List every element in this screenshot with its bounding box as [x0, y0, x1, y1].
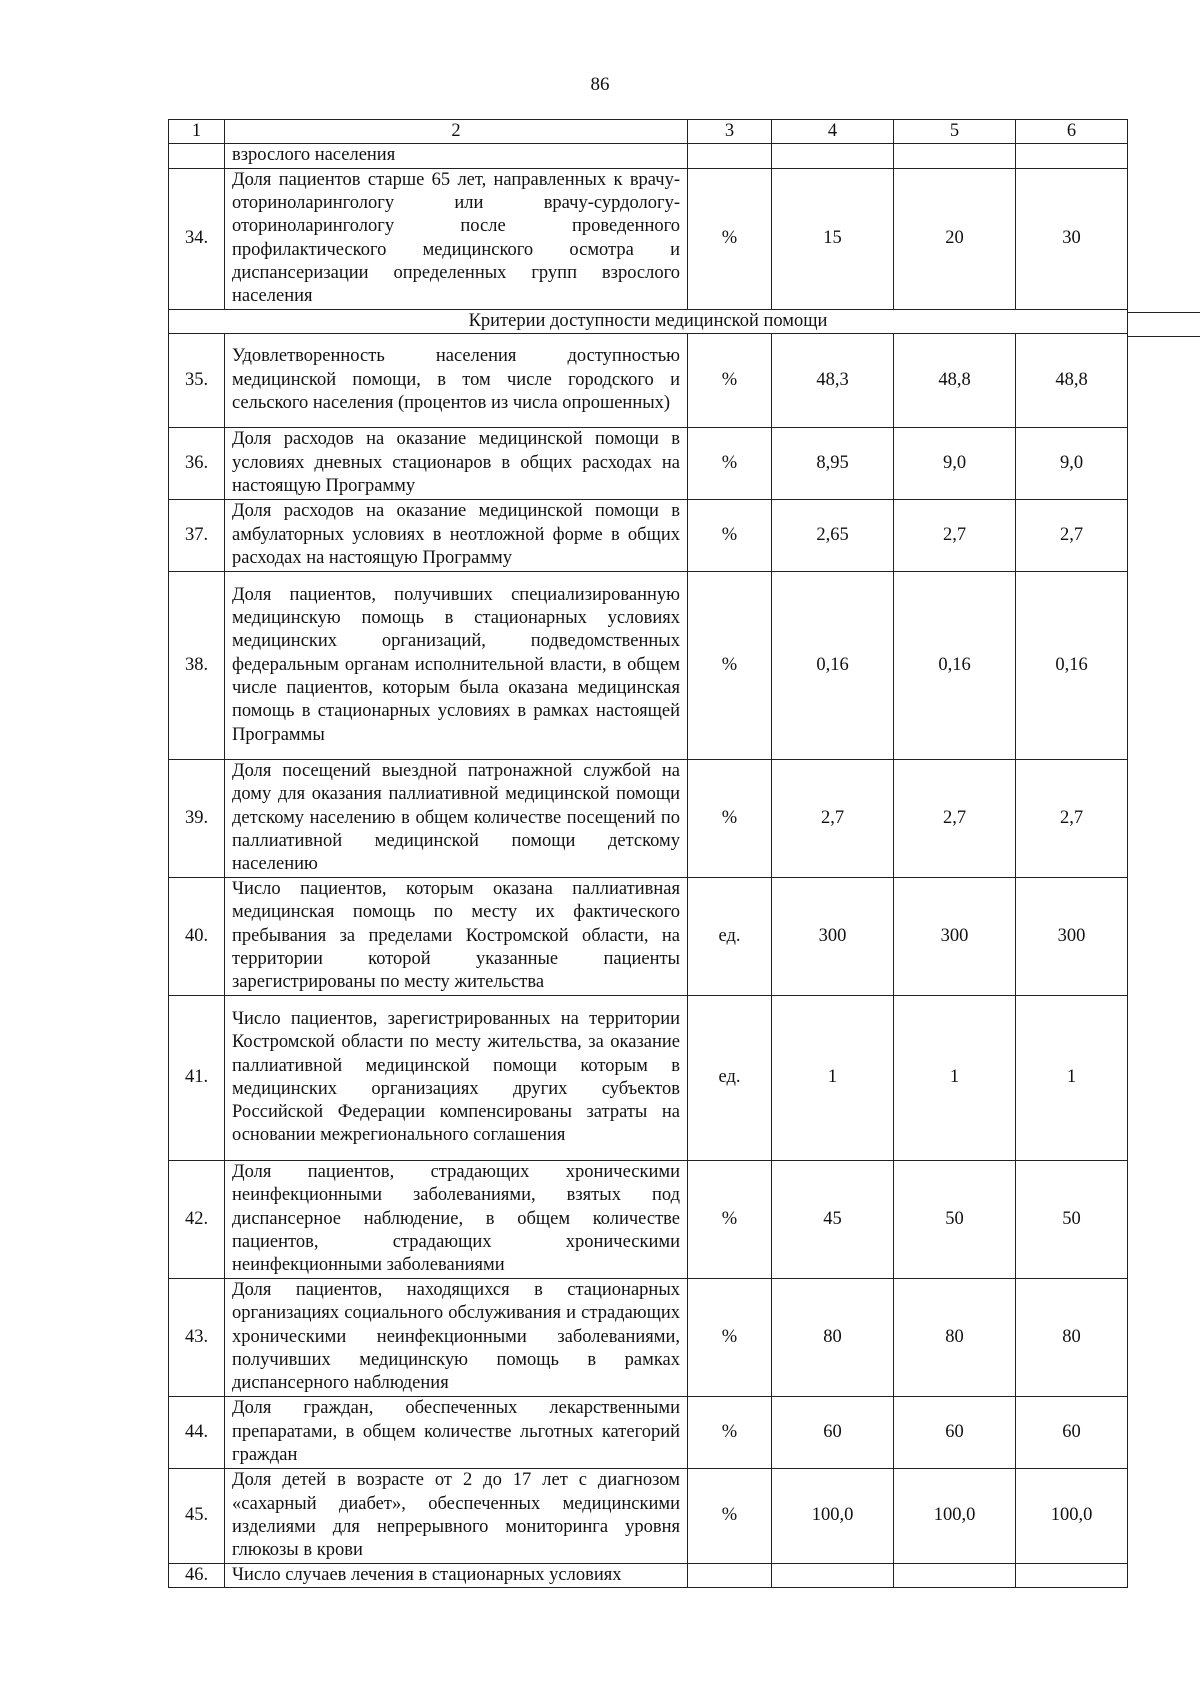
table-row — [169, 1278, 1128, 1396]
row-number: 39. — [169, 759, 225, 877]
row-indicator: Доля пациентов, получивших специализированную медицинскую помощь в стационарных условиях медицинских организаций, подведомственных федеральным органам исполнительной власти, в общем числе пациентов, которым была оказана медицинская помощь в стационарных условиях в рамках настоящей Программы — [225, 571, 688, 759]
row-number: 46. — [169, 1563, 225, 1587]
row-value-3: 1 — [1016, 995, 1128, 1160]
row-unit: % — [688, 1396, 772, 1468]
row-value-3: 2,7 — [1016, 759, 1128, 877]
row-unit: % — [688, 499, 772, 571]
row-value-2: 9,0 — [894, 427, 1016, 499]
row-unit: % — [688, 168, 772, 309]
row-value-3: 9,0 — [1016, 427, 1128, 499]
row-value-1: 0,16 — [772, 571, 894, 759]
row-value-3: 30 — [1016, 168, 1128, 309]
row-unit: ед. — [688, 995, 772, 1160]
row-value-1: 100,0 — [772, 1468, 894, 1563]
header-row — [169, 120, 1128, 144]
indicators-table — [168, 119, 1128, 1588]
table-row — [169, 427, 1128, 499]
row-value-3 — [1016, 144, 1128, 168]
row-value-3: 60 — [1016, 1396, 1128, 1468]
row-value-2: 300 — [894, 877, 1016, 995]
table-row — [169, 995, 1128, 1160]
row-value-3 — [1016, 1563, 1128, 1587]
row-number: 40. — [169, 877, 225, 995]
row-unit — [688, 1563, 772, 1587]
row-number: 37. — [169, 499, 225, 571]
row-unit: % — [688, 1468, 772, 1563]
row-indicator: Доля пациентов старше 65 лет, направленных к врачу-оториноларингологу или врачу-сурдологу-оториноларингологу после проведенного профилактического медицинского осмотра и диспансеризации определенных групп взрослого населения — [225, 168, 688, 309]
row-number: 36. — [169, 427, 225, 499]
row-number: 43. — [169, 1278, 225, 1396]
col-header-2: 2 — [225, 120, 688, 144]
col-header-4: 4 — [772, 120, 894, 144]
row-value-3: 2,7 — [1016, 499, 1128, 571]
col-header-1: 1 — [169, 120, 225, 144]
row-indicator: Доля пациентов, находящихся в стационарных организациях социального обслуживания и страдающих хроническими неинфекционными заболеваниями, получивших медицинскую помощь в рамках диспансерного наблюдения — [225, 1278, 688, 1396]
row-number: 41. — [169, 995, 225, 1160]
row-indicator: Доля детей в возрасте от 2 до 17 лет с диагнозом «сахарный диабет», обеспеченных медицинскими изделиями для непрерывного мониторинга уровня глюкозы в крови — [225, 1468, 688, 1563]
row-value-3: 80 — [1016, 1278, 1128, 1396]
section-heading: Критерии доступности медицинской помощи — [169, 309, 1128, 333]
row-unit: % — [688, 571, 772, 759]
row-value-1: 45 — [772, 1160, 894, 1278]
row-value-2: 80 — [894, 1278, 1016, 1396]
row-indicator: Число пациентов, зарегистрированных на территории Костромской области по месту жительства, за оказание паллиативной медицинской помощи которым в медицинских организациях других субъектов Российской Федерации компенсированы затраты на основании межрегионального соглашения — [225, 995, 688, 1160]
row-value-2: 2,7 — [894, 499, 1016, 571]
section-rule-top — [1127, 312, 1200, 313]
row-value-1: 60 — [772, 1396, 894, 1468]
row-value-1: 48,3 — [772, 333, 894, 427]
table-row — [169, 1563, 1128, 1587]
row-value-2 — [894, 144, 1016, 168]
row-value-1 — [772, 1563, 894, 1587]
row-indicator: Доля расходов на оказание медицинской помощи в условиях дневных стационаров в общих расходах на настоящую Программу — [225, 427, 688, 499]
row-value-3: 300 — [1016, 877, 1128, 995]
table-row — [169, 759, 1128, 877]
row-unit: % — [688, 759, 772, 877]
row-indicator: Удовлетворенность населения доступностью медицинской помощи, в том числе городского и сельского населения (процентов из числа опрошенных) — [225, 333, 688, 427]
col-header-3: 3 — [688, 120, 772, 144]
row-value-3: 50 — [1016, 1160, 1128, 1278]
table-row — [169, 877, 1128, 995]
table-row — [169, 1468, 1128, 1563]
row-unit: % — [688, 1278, 772, 1396]
table-row — [169, 571, 1128, 759]
row-indicator: Доля расходов на оказание медицинской помощи в амбулаторных условиях в неотложной форме в общих расходах на настоящую Программу — [225, 499, 688, 571]
row-value-2: 100,0 — [894, 1468, 1016, 1563]
table-row — [169, 333, 1128, 427]
row-value-2 — [894, 1563, 1016, 1587]
row-unit: % — [688, 1160, 772, 1278]
row-unit: % — [688, 333, 772, 427]
row-number: 34. — [169, 168, 225, 309]
row-value-3: 48,8 — [1016, 333, 1128, 427]
row-number — [169, 144, 225, 168]
row-indicator: Доля граждан, обеспеченных лекарственными препаратами, в общем количестве льготных категорий граждан — [225, 1396, 688, 1468]
row-number: 45. — [169, 1468, 225, 1563]
row-value-1: 15 — [772, 168, 894, 309]
col-header-5: 5 — [894, 120, 1016, 144]
row-value-1: 2,65 — [772, 499, 894, 571]
row-value-1: 1 — [772, 995, 894, 1160]
row-value-1: 2,7 — [772, 759, 894, 877]
row-value-3: 0,16 — [1016, 571, 1128, 759]
row-value-3: 100,0 — [1016, 1468, 1128, 1563]
section-rule-bottom — [1127, 336, 1200, 337]
row-number: 35. — [169, 333, 225, 427]
row-value-1: 80 — [772, 1278, 894, 1396]
row-value-1 — [772, 144, 894, 168]
row-indicator: Число случаев лечения в стационарных условиях — [225, 1563, 688, 1587]
row-value-2: 50 — [894, 1160, 1016, 1278]
table-row — [169, 144, 1128, 168]
col-header-6: 6 — [1016, 120, 1128, 144]
row-value-1: 300 — [772, 877, 894, 995]
row-indicator: Доля посещений выездной патронажной службой на дому для оказания паллиативной медицинской помощи детскому населению в общем количестве посещений по паллиативной медицинской помощи детскому населению — [225, 759, 688, 877]
row-number: 44. — [169, 1396, 225, 1468]
table-row — [169, 168, 1128, 309]
section-heading-row — [169, 309, 1128, 333]
row-unit — [688, 144, 772, 168]
row-value-2: 1 — [894, 995, 1016, 1160]
row-value-2: 48,8 — [894, 333, 1016, 427]
table-row — [169, 1160, 1128, 1278]
row-value-2: 60 — [894, 1396, 1016, 1468]
row-value-1: 8,95 — [772, 427, 894, 499]
row-value-2: 20 — [894, 168, 1016, 309]
row-value-2: 0,16 — [894, 571, 1016, 759]
row-value-2: 2,7 — [894, 759, 1016, 877]
table-row — [169, 499, 1128, 571]
row-unit: % — [688, 427, 772, 499]
row-indicator: Доля пациентов, страдающих хроническими неинфекционными заболеваниями, взятых под диспансерное наблюдение, в общем количестве пациентов, страдающих хроническими неинфекционными заболеваниями — [225, 1160, 688, 1278]
row-number: 42. — [169, 1160, 225, 1278]
table-row — [169, 1396, 1128, 1468]
row-number: 38. — [169, 571, 225, 759]
row-indicator: Число пациентов, которым оказана паллиативная медицинская помощь по месту их фактического пребывания за пределами Костромской области, на территории которой указанные пациенты зарегистрированы по месту жительства — [225, 877, 688, 995]
table-body — [169, 120, 1128, 1588]
page-number: 86 — [590, 74, 610, 95]
row-unit: ед. — [688, 877, 772, 995]
row-indicator: взрослого населения — [225, 144, 688, 168]
